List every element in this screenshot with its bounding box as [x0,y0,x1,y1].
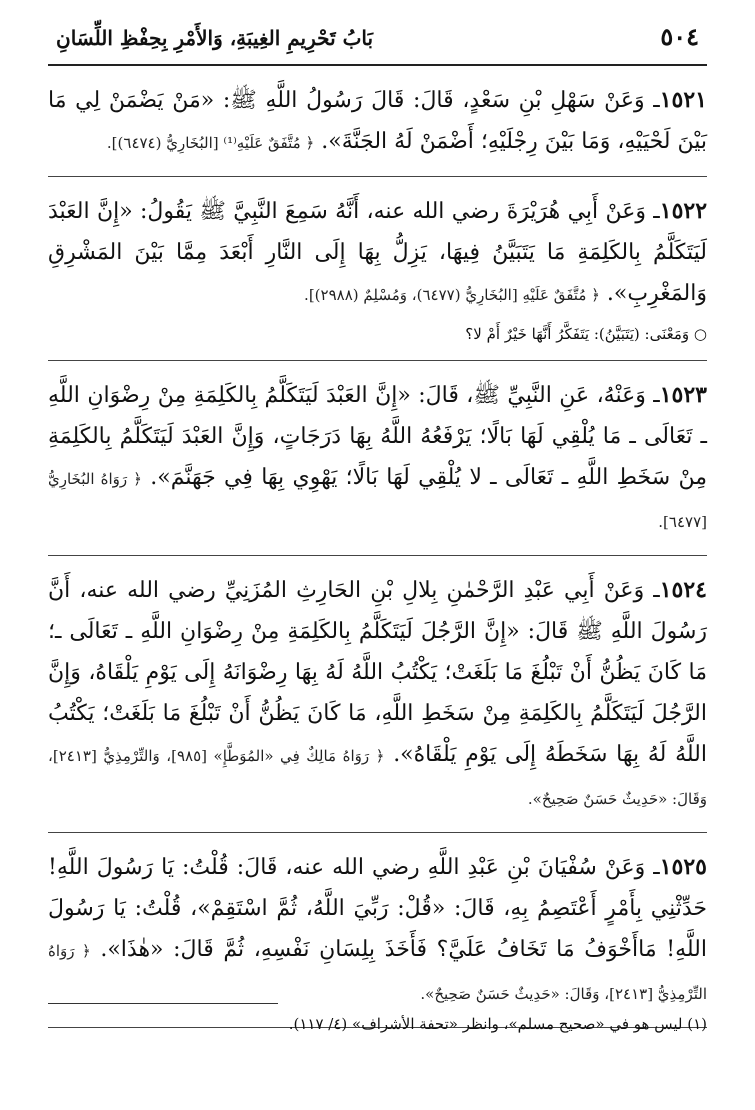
hadith-1522 [48,191,707,361]
hadith-1521 [48,80,707,177]
hadith-number: ١٥٢٢ [659,198,708,224]
hadith-1524 [48,570,707,833]
page-number: ٥٠٤ [660,22,699,51]
hadith-1525 [48,847,707,1028]
hadith-number: ١٥٢٤ [659,577,707,603]
hadith-number: ١٥٢٥ [659,854,707,880]
running-title: بَابُ تَحْرِيمِ الغِيبَةِ، وَالأَمْرِ بِحِفْظِ اللِّسَانِ [56,26,374,50]
hadith-source: ﴿ رَوَاهُ مَالِكٌ فِي «المُوَطَّإِ» [٩٨٥]، وَالتِّرْمِذِيُّ [٢٤١٣]، وَقَالَ: «حَدِيثٌ حَسَنٌ صَحِيحٌ». [48,747,707,808]
page-header [48,22,707,66]
footnote-1: (١) ليس هو في «صحيح مسلم»، وانظر «تحفة الأشراف» (٤/ ١١٧). [288,1015,707,1033]
hadith-source: ﴿ رَوَاهُ البُخَارِيُّ [٦٤٧٧]. [48,470,707,531]
hadith-text: ـ وَعَنْ أَبِي هُرَيْرَةَ رضي الله عنه، أَنَّهُ سَمِعَ النَّبِيَّ ﷺ يَقُولُ: «إِنَّ العَبْدَ لَيَتَكَلَّمُ بِالكَلِمَةِ مَا يَتَبَيَّنُ فِيهَا، يَزِلُّ بِهَا إِلَى النَّارِ أَبْعَدَ مِمَّا بَيْنَ المَشْرِقِ وَالمَغْرِبِ». [48,199,707,306]
footnote-divider [48,1003,278,1004]
hadith-source: ﴿ مُتَّفَقٌ عَلَيْهِ⁽¹⁾ [البُخَارِيُّ (٦٤٧٤)]. [106,134,315,152]
hadith-text: ـ وَعَنْ أَبِي عَبْدِ الرَّحْمٰنِ بِلالِ بْنِ الحَارِثِ المُزَنِيِّ رضي الله عنه، أَنَّ رَسُولَ اللَّهِ ﷺ قَالَ: «إِنَّ الرَّجُلَ لَيَتَكَلَّمُ بِالكَلِمَةِ مِنْ رِضْوَانِ اللَّهِ ـ تَعَالَى ـ؛ مَا كَانَ يَظُنُّ أَنْ تَبْلُغَ مَا بَلَغَتْ؛ يَكْتُبُ اللَّهُ لَهُ بِهَا رِضْوَانَهُ إِلَى يَوْمِ يَلْقَاهُ، وَإِنَّ الرَّجُلَ لَيَتَكَلَّمُ بِالكَلِمَةِ مِنْ سَخَطِ اللَّهِ، مَا كَانَ يَظُنُّ أَنْ تَبْلُغَ مَا بَلَغَتْ؛ يَكْتُبُ اللَّهُ لَهُ بِهَا سَخَطَهُ إِلَى يَوْمِ يَلْقَاهُ». [48,578,707,767]
hadith-source: ﴿ رَوَاهُ التِّرْمِذِيُّ [٢٤١٣]، وَقَالَ: «حَدِيثٌ حَسَنٌ صَحِيحٌ». [48,942,707,1003]
hadith-number: ١٥٢١ [659,87,707,113]
hadith-source: ﴿ مُتَّفَقٌ عَلَيْهِ [البُخَارِيُّ (٦٤٧٧)، وَمُسْلِمٌ (٢٩٨٨)]. [304,286,600,304]
footnotes [48,1003,707,1036]
hadith-number: ١٥٢٣ [659,382,707,408]
hadith-text: ـ وَعَنْ سَهْلِ بْنِ سَعْدٍ، قَالَ: قَالَ رَسُولُ اللَّهِ ﷺ: «مَنْ يَضْمَنْ لِي مَا بَيْنَ لَحْيَيْهِ، وَمَا بَيْنَ رِجْلَيْهِ؛ أَضْمَنْ لَهُ الجَنَّةَ». [48,88,707,154]
hadith-1523 [48,375,707,556]
hadith-text: ـ وَعَنْ سُفْيَانَ بْنِ عَبْدِ اللَّهِ رضي الله عنه، قَالَ: قُلْتُ: يَا رَسُولَ اللَّهِ! حَدِّثْنِي بِأَمْرٍ أَعْتَصِمُ بِهِ، قَالَ: «قُلْ: رَبِّيَ اللَّهُ، ثُمَّ اسْتَقِمْ»، قُلْتُ: يَا رَسُولَ اللَّهِ! مَاأَخْوَفُ مَا تَخَافُ عَلَيَّ؟ فَأَخَذَ بِلِسَانِ نَفْسِهِ، ثُمَّ قَالَ: «هٰذَا». [48,855,707,962]
hadith-explanation-note: ○ وَمَعْنَى: (يَتَبَيَّنُ): يَتَفَكَّرُ أَنَّهَا خَيْرٌ أَمْ لا؟ [465,325,707,343]
hadith-text: ـ وَعَنْهُ، عَنِ النَّبِيِّ ﷺ، قَالَ: «إِنَّ العَبْدَ لَيَتَكَلَّمُ بِالكَلِمَةِ مِنْ رِضْوَانِ اللَّهِ ـ تَعَالَى ـ مَا يُلْقِي لَهَا بَالًا؛ يَرْفَعُهُ اللَّهُ بِهَا دَرَجَاتٍ، وَإِنَّ العَبْدَ لَيَتَكَلَّمُ بِالكَلِمَةِ مِنْ سَخَطِ اللَّهِ ـ تَعَالَى ـ لا يُلْقِي لَهَا بَالًا؛ يَهْوِي بِهَا فِي جَهَنَّمَ». [48,383,708,490]
book-page [48,22,707,1090]
